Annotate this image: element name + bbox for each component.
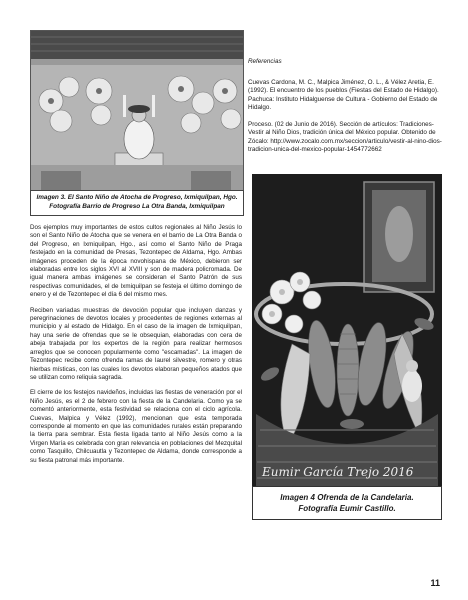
body-text-column	[30, 224, 242, 472]
image3-caption-line1: Imagen 3. El Santo Niño de Atocha de Progreso, Ixmiquilpan, Hgo.	[36, 194, 238, 201]
photo-santo-nino-atocha	[30, 30, 244, 213]
body-paragraph-1: Dos ejemplos muy importantes de estos cultos regionales al Niño Jesús lo son el Santo Niño de Atocha que se venera en el barrio de La Otra Banda o del Progreso, en Ixmiquilpan, Hgo., así como el Santo Niño de Praga festejado en la comunidad de Presas, Tezontepec de Aldama, Hgo. Ambas imágenes proceden de la época novohispana de México, debieron ser elaboradas entre los siglos XVI al XVIII y son de madera policromada. De igual manera ambas imágenes se consideran el Santo Patrón de sus respectivas comunidades, el de Ixmiquilpan se festeja el último domingo de enero y el de Tezontepec el día 6 del mismo mes.	[30, 224, 242, 299]
body-paragraph-3: El cierre de los festejos navideños, incluidas las fiestas de veneración por el Niño Jesús, es el 2 de febrero con la fiesta de la Candelaria. Como ya se comentó anteriormente, esta festividad se relaciona con el ciclo agrícola. Cuevas, Malpica y Vélez (1992), mencionan que esta temporada corresponde al momento en que las comunidades rurales están preparando la tierra para sembrar. Esta fiesta ligada tanto al Niño Jesús como a la Virgen María es celebrada con gran relevancia en poblaciones del Mezquital como Tasquillo, Chilcuautla y Tezontepec de Aldama, donde corresponde a su fiesta patronal más importante.	[30, 389, 242, 464]
references-title: Referencias	[248, 58, 282, 65]
image4-caption-line1: Imagen 4 Ofrenda de la Candelaria.	[280, 493, 414, 502]
photo-ofrenda-candelaria	[252, 174, 442, 494]
image4-caption-line2: Fotografía Eumir Castillo.	[298, 504, 396, 513]
photo-signature: Eumir García Trejo 2016	[262, 465, 414, 479]
references-section	[248, 58, 444, 163]
reference-item: Proceso. (02 de Junio de 2016). Sección de artículos: Tradiciones- Vestir al Niño Dios, tradición única del México popular. Obtenido de Zócalo: http://www.zocalo.com.mx/seccion/articulo/vestir-al-nino-dios-tradicion-unica-del-mexico-popular-1454772662	[248, 120, 442, 153]
image3-caption	[30, 190, 244, 216]
reference-item: Cuevas Cardona, M. C., Malpica Jiménez, O. L., & Vélez Aretia, E. (1992). El encuentro de los pueblos (Fiestas del Estado de Hidalgo). Pachuca: Instituto Hidalguense de Cultura - Gobierno del Estado de Hidalgo.	[248, 78, 439, 111]
image4-caption	[252, 486, 442, 520]
page-number: 11	[430, 578, 440, 588]
image3-caption-line2: Fotografía Barrio de Progreso La Otra Banda, Ixmiquilpan	[49, 202, 225, 210]
body-paragraph-2: Reciben variadas muestras de devoción popular que incluyen danzas y peregrinaciones de devotos locales y procedentes de regiones externas al municipio y al estado de Hidalgo. En el caso de la imagen de Ixmiquilpan, hay una serie de ofrendas que se le obsequian, elaboradas con cera de abeja trabajada por los expertos de la región para realizar hermosos arreglos que se conocen popularmente como "escamadas". La imagen de Tezontepec recibe como ofrenda ramas de laurel silvestre, romero y otras hierbas místicas, con las cuales los devotos elaboran pequeños atados que se utilizan como reliquia sagrada.	[30, 306, 242, 381]
